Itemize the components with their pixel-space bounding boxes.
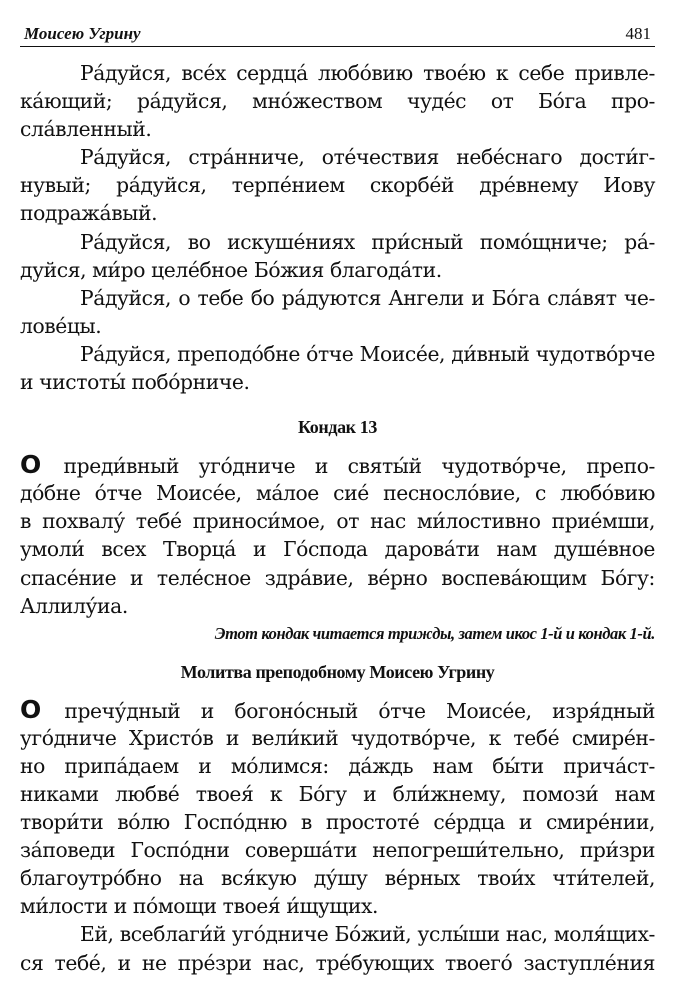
ikos-line: сла́вленный. [20,117,152,142]
kondak-line-text: преди́вный уго́дниче и святы́й чудотво́рче, препо- [43,454,655,479]
page-number: 481 [625,24,651,43]
kondak-line-first [20,451,655,479]
prayer-line: за́поведи Госпо́дни соверша́ти непогреши́тельно, при́зри [20,838,655,863]
ikos-line: Ра́дуйся, о тебе бо ра́дуются Ангели и Бо́га сла́вят че- [80,285,655,310]
prayer-line: твори́ти во́лю Госпо́дню в простоте́ се́рдца и смире́нии, [20,810,655,835]
ikos-line: Ра́дуйся, все́х сердца́ любо́вию твое́ю к себе привле- [80,61,655,85]
ikos-line: и чистоты́ побо́рниче. [20,370,250,395]
page-header [20,22,655,47]
page-body [20,59,655,977]
prayer-heading: Молитва преподобному Моисею Угрину [180,661,495,682]
kondak-line: умоли́ всех Творца́ и Го́спода дарова́ти нам душе́вное [20,537,655,562]
prayer-line: но припа́даем и мо́лимся: да́ждь нам бы́ти прича́ст- [20,753,655,778]
prayer-line: ми́лости и по́мощи твоея́ и́щущих. [20,894,379,919]
prayer-line: Ей, всеблаги́й уго́дниче Бо́жий, услы́ши нас, моля́щих- [80,922,655,947]
rubric-note: Этот кондак читается трижды, затем икос 1-й и кондак 1-й. [214,623,655,643]
running-title: Моисею Угрину [24,24,141,43]
ikos-line: дуйся, ми́ро целе́бное Бо́жия благода́ти. [20,257,442,282]
ikos-line: лове́цы. [20,313,102,338]
ikos-line: Ра́дуйся, во искуше́ниях при́сный помо́щниче; ра́- [80,229,655,254]
ikos-line: нувый; ра́дуйся, терпе́нием скорбе́й дре́внему Иову [20,173,655,198]
prayer-line: благоутро́бно на вся́кую ду́шу ве́рных твои́х чти́телей, [20,866,655,891]
ikos-line: подража́вый. [20,201,158,226]
kondak-heading: Кондак 13 [298,417,377,438]
prayer-line: никами любве́ твоея́ к Бо́гу и бли́жнему, помози́ нам [20,781,655,806]
drop-initial: О [20,694,41,724]
prayer-line-text: пречу́дный и богоно́сный о́тче Моисе́е, изря́дный [43,698,655,723]
ikos-line: ка́ющий; ра́дуйся, мно́жеством чуде́с от Бо́га про- [20,89,655,114]
prayer-line-first [20,696,655,724]
kondak-line: в похвалу́ тебе́ приноси́мое, от нас ми́лостивно прие́мши, [20,509,655,534]
prayer-line: уго́дниче Христо́в и вели́кий чудотво́рче, к тебе́ смире́н- [20,725,655,750]
ikos-line: Ра́дуйся, стра́нниче, оте́чествия небе́снаго дости́г- [80,145,655,170]
kondak-line: спасе́ние и теле́сное здра́вие, ве́рно воспева́ющим Бо́гу: [20,565,655,590]
prayer-line: ся тебе́, и не пре́зри нас, тре́бующих твоего́ заступле́ния [20,950,655,975]
drop-initial: О [20,450,41,480]
kondak-line: до́бне о́тче Моисе́е, ма́лое сие́ песносло́вие, с любо́вию [20,481,655,506]
ikos-line: Ра́дуйся, преподо́бне о́тче Моисе́е, ди́вный чудотво́рче [80,341,655,366]
kondak-line: Аллилу́иа. [20,593,128,618]
